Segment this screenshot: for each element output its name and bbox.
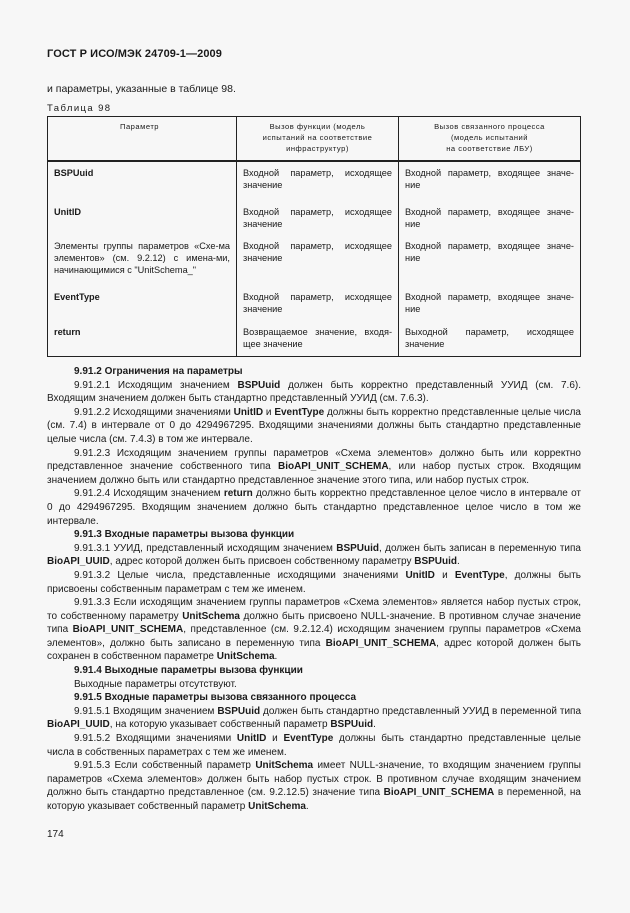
- call-cell: Входной параметр, исходящее значение: [237, 201, 399, 235]
- param-cell: return: [48, 321, 237, 357]
- section-heading: 9.91.5 Входные параметры вызова связанного процесса: [74, 692, 357, 704]
- standard-header: ГОСТ Р ИСО/МЭК 24709-1—2009: [47, 48, 222, 60]
- section-heading: 9.91.4 Выходные параметры вызова функции: [74, 665, 303, 677]
- column-header-function-call: Вызов функции (модель испытаний на соответствие инфраструктур): [237, 117, 399, 162]
- paragraph: 9.91.5.1 Входящим значением BSPUuid должен быть стандартно представленный УУИД в переменной типа BioAPI_UUID, на которую указывает собственный параметр BSPUuid.: [47, 705, 582, 731]
- intro-text: и параметры, указанные в таблице 98.: [47, 83, 236, 95]
- param-cell: EventType: [48, 286, 237, 321]
- table-row: [48, 161, 581, 201]
- section-heading: 9.91.3 Входные параметры вызова функции: [74, 529, 295, 541]
- table-row: [48, 201, 581, 235]
- column-header-linked-call: Вызов связанного процесса (модель испытаний на соответствие ЛБУ): [399, 117, 581, 162]
- param-cell: BSPUuid: [48, 161, 237, 201]
- call-cell: Входной параметр, исходящее значение: [237, 235, 399, 286]
- table-row: [48, 235, 581, 286]
- paragraph: 9.91.2.1 Исходящим значением BSPUuid должен быть корректно представленный УУИД (см. 7.6). Входящим значением должен быть стандартно представленный УУИД (см. 7.6.3).: [47, 379, 581, 405]
- linked-cell: Входной параметр, входящее значе-ние: [399, 235, 581, 286]
- paragraph: 9.91.3.1 УУИД, представленный исходящим значением BSPUuid, должен быть записан в переменную типа BioAPI_UUID, адрес которой должен быть присвоен собственному параметру BSPUuid.: [47, 542, 581, 568]
- paragraph: 9.91.5.2 Входящими значениями UnitID и EventType должны быть стандартно представленные целые числа в собственных параметрах с тем же именем.: [47, 733, 581, 758]
- param-cell: Элементы группы параметров «Схе-ма элементов» (см. 9.2.12) с имена-ми, начинающимися с "UnitSchema_": [48, 235, 237, 286]
- call-cell: Возвращаемое значение, входя-щее значение: [237, 321, 399, 357]
- param-cell: UnitID: [48, 201, 237, 235]
- paragraph: 9.91.2.3 Исходящим значением группы параметров «Схема элементов» должно быть или корректно представленное значение собственного типа BioAPI_UNIT_SCHEMA, или набор пустых строк. Входящим значением должно быть или стандартно представленное значение этого типа, или набор пустых строк.: [47, 447, 582, 486]
- page-number: 174: [47, 829, 64, 840]
- paragraph: 9.91.3.2 Целые числа, представленные исходящими значениями UnitID и EventType, должны быть присвоены собственным параметрам с тем же именем.: [47, 569, 581, 595]
- table-row: [48, 286, 581, 321]
- table-title: Таблица 98: [47, 103, 112, 114]
- linked-cell: Выходной параметр, исходящее значение: [399, 321, 581, 357]
- call-cell: Входной параметр, исходящее значение: [237, 286, 399, 321]
- paragraph: 9.91.5.3 Если собственный параметр UnitSchema имеет NULL-значение, то входящим значением группы параметров «Схема элементов» должен быть набор пустых строк. В противном случае входящим значением должно быть стандартно представленное (см. 9.2.12.5) значение типа BioAPI_UNIT_SCHEMA в переменной, на которую указывает собственный параметр UnitSchema.: [47, 760, 581, 812]
- column-header-parameter: Параметр: [48, 117, 237, 162]
- body-text: [47, 365, 581, 814]
- paragraph: 9.91.2.4 Исходящим значением return должно быть корректно представленное целое число в интервале от 0 до 4294967295. Входящим значением должно быть стандартно представленное целое число в том же интервале.: [47, 488, 581, 527]
- section-heading: 9.91.2 Ограничения на параметры: [74, 366, 243, 377]
- paragraph: Выходные параметры отсутствуют.: [74, 678, 237, 690]
- linked-cell: Входной параметр, входящее значе-ние: [399, 286, 581, 321]
- table-98: [47, 116, 581, 357]
- linked-cell: Входной параметр, входящее значе-ние: [399, 161, 581, 201]
- table-row: [48, 321, 581, 357]
- paragraph: 9.91.3.3 Если исходящим значением группы параметров «Схема элементов» является набор пустых строк, то собственному параметру UnitSchema должно быть присвоено NULL-значение. В противном случае значение типа BioAPI_UNIT_SCHEMA, представленное (см. 9.2.12.4) исходящим значением группы параметров «Схема элементов», должно быть записано в переменную типа BioAPI_UNIT_SCHEMA, адрес которой должен быть сохранен в собственном параметре UnitSchema.: [47, 597, 582, 663]
- table-header-row: [48, 117, 581, 162]
- call-cell: Входной параметр, исходящее значение: [237, 161, 399, 201]
- paragraph: 9.91.2.2 Исходящими значениями UnitID и EventType должны быть корректно представленные целые числа (см. 7.4) в интервале от 0 до 4294967295. Входящими значениями должны быть стандартно представленные целые числа (см. 7.4.3) в том же интервале.: [47, 406, 581, 445]
- linked-cell: Входной параметр, входящее значе-ние: [399, 201, 581, 235]
